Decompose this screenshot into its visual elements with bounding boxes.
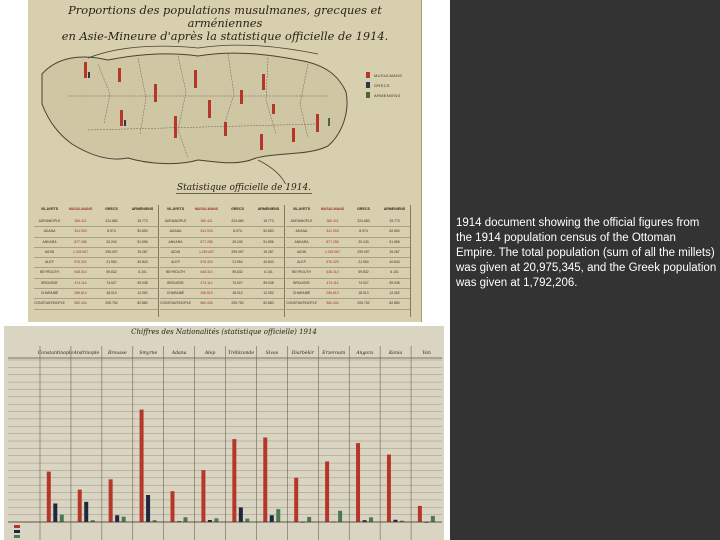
map-legend xyxy=(366,72,402,102)
table-cell: 82.880 xyxy=(137,301,148,306)
asia-minor-map xyxy=(28,34,421,184)
table-cell: ADANA xyxy=(43,229,56,234)
category-label: Alep xyxy=(204,351,216,356)
nationalities-bar-chart xyxy=(4,326,444,540)
table-header xyxy=(34,207,158,215)
map-title: Proportions des populations musulmanes, grecques et arméniennes en Asie-Mineure d'après la statistique officielle de 1914. xyxy=(61,3,389,43)
data-bar xyxy=(245,519,249,522)
table-row xyxy=(34,279,158,289)
table-cell: 51.556 xyxy=(263,239,274,244)
census-bar-chart-document xyxy=(4,326,444,540)
table-cell: 6.101 xyxy=(390,270,399,275)
table-header-cell: ARMÉNIENS xyxy=(257,207,280,211)
table-cell: 19.287 xyxy=(389,249,400,254)
southern-coast xyxy=(258,160,287,184)
category-label: Adana xyxy=(171,351,187,356)
table-cell: ADRIANOPLE xyxy=(38,219,61,223)
table-row xyxy=(286,289,410,299)
table-cell: BEYROUTH xyxy=(292,270,311,275)
table-cell: 59.832 xyxy=(358,270,369,275)
data-bar xyxy=(294,478,298,522)
table-cell: 341.903 xyxy=(326,229,339,234)
table-cell: 52.650 xyxy=(263,229,274,234)
table-cell: 360.411 xyxy=(326,219,339,223)
table-cell: 224.680 xyxy=(231,219,244,223)
table-cell: 474.114 xyxy=(200,280,213,285)
table-row xyxy=(160,258,284,268)
table-cell: 59.832 xyxy=(232,270,243,275)
anatolia-landmass xyxy=(42,53,347,164)
table-cell: 299.097 xyxy=(357,249,370,254)
table-row xyxy=(286,217,410,227)
legend-item: GRECS xyxy=(366,82,402,88)
data-bar xyxy=(84,502,88,522)
data-bar xyxy=(263,437,267,522)
table-cell: AIDIN xyxy=(170,249,181,254)
table-cell: 19.773 xyxy=(137,219,148,223)
table-cell: 648.314 xyxy=(74,270,87,275)
table-row xyxy=(286,227,410,237)
table-row xyxy=(160,227,284,237)
table-cell: CHARAIBÉ xyxy=(292,291,311,296)
table-cell: 341.903 xyxy=(200,229,213,234)
table-cell: 74.927 xyxy=(106,280,117,285)
table-header-cell: VILAYETS xyxy=(166,207,185,211)
table-cell: ANKARA xyxy=(168,239,183,244)
table-cell: 12.052 xyxy=(389,291,400,296)
table-row xyxy=(34,227,158,237)
data-bar xyxy=(109,479,113,522)
table-header-cell: ARMÉNIENS xyxy=(131,207,154,211)
table-cell: 6.101 xyxy=(264,270,273,275)
data-bar xyxy=(338,511,342,522)
table-cell: 59.832 xyxy=(106,270,117,275)
table-row xyxy=(34,268,158,278)
table-cell: 74.927 xyxy=(232,280,243,285)
data-bar xyxy=(369,517,373,522)
table-cell: 19.287 xyxy=(137,249,148,254)
table-cell: 8.974 xyxy=(233,229,242,234)
table-header-cell: MUSULMANS xyxy=(194,207,219,211)
table-cell: 20.240 xyxy=(106,239,117,244)
table-row xyxy=(286,248,410,258)
table-cell: ADRIANOPLE xyxy=(164,219,187,223)
data-bar xyxy=(183,517,187,522)
table-cell: 877.285 xyxy=(326,239,339,244)
data-bar xyxy=(122,517,126,522)
table-cell: ALEP xyxy=(171,260,180,265)
table-cell: 877.285 xyxy=(74,239,87,244)
table-cell: ADRIANOPLE xyxy=(290,219,313,223)
data-bar xyxy=(387,455,391,523)
category-label: Van xyxy=(422,351,431,356)
category-label: Trébizonde xyxy=(227,351,255,356)
table-cell: 20.240 xyxy=(232,239,243,244)
table-row xyxy=(160,279,284,289)
table-cell: 648.314 xyxy=(326,270,339,275)
census-map-document xyxy=(28,0,422,322)
table-header xyxy=(160,207,284,215)
category-label: Angora xyxy=(356,351,374,356)
table-cell: ALEP xyxy=(297,260,306,265)
table-cell: 20.240 xyxy=(358,239,369,244)
table-cell: 51.556 xyxy=(137,239,148,244)
table-cell: 560.434 xyxy=(200,301,213,306)
chart-title: Chiffres des Nationalités (statistique officielle) 1914 xyxy=(131,328,317,336)
table-header-cell: ARMÉNIENS xyxy=(383,207,406,211)
table-column-group xyxy=(286,205,411,317)
table-cell: BEYROUTH xyxy=(40,270,59,275)
table-row xyxy=(160,248,284,258)
table-cell: CONSTANTINOPLE xyxy=(286,301,317,306)
table-row xyxy=(286,279,410,289)
table-cell: 341.903 xyxy=(74,229,87,234)
category-label: Sivas xyxy=(265,351,279,356)
table-cell: 74.927 xyxy=(358,280,369,285)
table-cell: 474.114 xyxy=(74,280,87,285)
table-cell: 19.773 xyxy=(389,219,400,223)
category-label: Konia xyxy=(388,351,403,356)
table-row xyxy=(34,217,158,227)
table-cell: 1.249.067 xyxy=(324,249,341,254)
table-cell: 1.249.067 xyxy=(198,249,215,254)
table-row xyxy=(34,258,158,268)
table-cell: 6.101 xyxy=(138,270,147,275)
table-row xyxy=(286,299,410,309)
category-label: Andrinople xyxy=(73,351,100,356)
data-bar xyxy=(418,506,422,522)
table-cell: 576.320 xyxy=(326,260,339,265)
table-cell: 18.010 xyxy=(232,291,243,296)
table-cell: 224.680 xyxy=(105,219,118,223)
table-row xyxy=(160,217,284,227)
statistics-table xyxy=(34,205,414,317)
table-cell: 877.285 xyxy=(200,239,213,244)
data-bar xyxy=(276,509,280,522)
table-cell: 576.320 xyxy=(200,260,213,265)
table-column-group xyxy=(34,205,159,317)
table-cell: BROUSSE xyxy=(167,280,184,285)
table-header-cell: GRECS xyxy=(105,207,118,211)
table-row xyxy=(160,238,284,248)
table-cell: 18.010 xyxy=(106,291,117,296)
data-bar xyxy=(356,443,360,522)
legend-item: ARMENIENS xyxy=(366,92,402,98)
table-cell: BROUSSE xyxy=(293,280,310,285)
table-header-cell: MUSULMANS xyxy=(68,207,93,211)
table-cell: 21.954 xyxy=(106,260,117,265)
table-cell: 648.314 xyxy=(200,270,213,275)
table-cell: 474.114 xyxy=(326,280,339,285)
table-cell: 21.954 xyxy=(232,260,243,265)
table-header-cell: GRECS xyxy=(231,207,244,211)
table-cell: AIDIN xyxy=(296,249,307,254)
data-bar xyxy=(201,470,205,522)
table-cell: CONSTANTINOPLE xyxy=(160,301,191,306)
table-row xyxy=(34,299,158,309)
table-row xyxy=(160,299,284,309)
data-bar xyxy=(239,508,243,522)
table-cell: BROUSSE xyxy=(41,280,58,285)
table-cell: 299.097 xyxy=(105,249,118,254)
table-cell: ADANA xyxy=(169,229,182,234)
table-cell: 360.411 xyxy=(74,219,87,223)
table-header-cell: GRECS xyxy=(357,207,370,211)
table-cell: 51.556 xyxy=(389,239,400,244)
table-cell: 59.038 xyxy=(389,280,400,285)
table-cell: 18.010 xyxy=(358,291,369,296)
table-cell: 8.974 xyxy=(359,229,368,234)
data-bar xyxy=(232,439,236,522)
table-cell: 82.880 xyxy=(263,301,274,306)
data-bar xyxy=(115,515,119,522)
table-cell: 560.434 xyxy=(74,301,87,306)
table-cell: 576.320 xyxy=(74,260,87,265)
data-bar xyxy=(270,515,274,522)
table-cell: AIDIN xyxy=(44,249,55,254)
table-cell: 52.650 xyxy=(137,229,148,234)
table-cell: ANKARA xyxy=(294,239,309,244)
table-cell: 560.434 xyxy=(326,301,339,306)
table-row xyxy=(286,258,410,268)
table-cell: 205.752 xyxy=(105,301,118,306)
statistics-title: Statistique officielle de 1914. xyxy=(176,183,312,193)
data-bar xyxy=(170,491,174,522)
category-label: Constantinople xyxy=(37,351,74,356)
table-row xyxy=(286,268,410,278)
table-cell: CHARAIBÉ xyxy=(40,291,59,296)
table-cell: CONSTANTINOPLE xyxy=(34,301,65,306)
table-cell: ADANA xyxy=(295,229,308,234)
table-cell: 205.752 xyxy=(231,301,244,306)
table-column-group xyxy=(160,205,285,317)
table-row xyxy=(286,238,410,248)
table-cell: 1.249.067 xyxy=(72,249,89,254)
table-header-cell: VILAYETS xyxy=(40,207,59,211)
category-label: Brousse xyxy=(107,351,127,356)
legend-swatch xyxy=(14,525,20,528)
legend-item: MUSULMANS xyxy=(366,72,402,78)
table-cell: 205.752 xyxy=(357,301,370,306)
data-bar xyxy=(140,410,144,522)
table-cell: 12.052 xyxy=(263,291,274,296)
data-bar xyxy=(146,495,150,522)
table-cell: 52.650 xyxy=(389,229,400,234)
table-cell: 19.287 xyxy=(263,249,274,254)
table-cell: 256.813 xyxy=(200,291,213,296)
table-row xyxy=(160,268,284,278)
table-cell: 256.813 xyxy=(74,291,87,296)
table-cell: 360.411 xyxy=(200,219,213,223)
data-bar xyxy=(431,516,435,522)
table-cell: 12.052 xyxy=(137,291,148,296)
table-header-cell: MUSULMANS xyxy=(320,207,345,211)
data-bar xyxy=(60,515,64,522)
table-cell: 256.813 xyxy=(326,291,339,296)
legend-swatch xyxy=(14,530,20,533)
table-cell: CHARAIBÉ xyxy=(166,291,185,296)
data-bar xyxy=(78,490,82,522)
table-cell: 82.880 xyxy=(389,301,400,306)
table-cell: 59.038 xyxy=(263,280,274,285)
table-row xyxy=(34,248,158,258)
category-label: Smyrne xyxy=(139,351,158,356)
data-bar xyxy=(47,472,51,522)
table-cell: 21.954 xyxy=(358,260,369,265)
data-bar xyxy=(325,461,329,522)
caption-text: 1914 document showing the official figures from the 1914 population census of the Ottoman Empire. The total population (sum of all the millets) was given at 20,975,345, and the Greek population was given at 1,792,206. xyxy=(456,217,717,289)
category-label: Erzeroum xyxy=(322,351,346,356)
data-bar xyxy=(53,503,57,522)
table-cell: BEYROUTH xyxy=(166,270,185,275)
table-cell: 40.843 xyxy=(263,260,274,265)
table-row xyxy=(34,289,158,299)
legend-swatch xyxy=(14,535,20,538)
table-cell: 299.097 xyxy=(231,249,244,254)
table-cell: ANKARA xyxy=(42,239,57,244)
category-label: Diarbékir xyxy=(291,351,314,356)
table-cell: 40.843 xyxy=(389,260,400,265)
table-cell: 40.843 xyxy=(137,260,148,265)
table-cell: 19.773 xyxy=(263,219,274,223)
data-bar xyxy=(214,518,218,522)
table-row xyxy=(160,289,284,299)
table-cell: 8.974 xyxy=(107,229,116,234)
table-header-cell: VILAYETS xyxy=(292,207,311,211)
table-cell: ALEP xyxy=(45,260,54,265)
table-header xyxy=(286,207,410,215)
table-cell: 59.038 xyxy=(137,280,148,285)
table-row xyxy=(34,238,158,248)
table-cell: 224.680 xyxy=(357,219,370,223)
data-bar xyxy=(307,517,311,522)
